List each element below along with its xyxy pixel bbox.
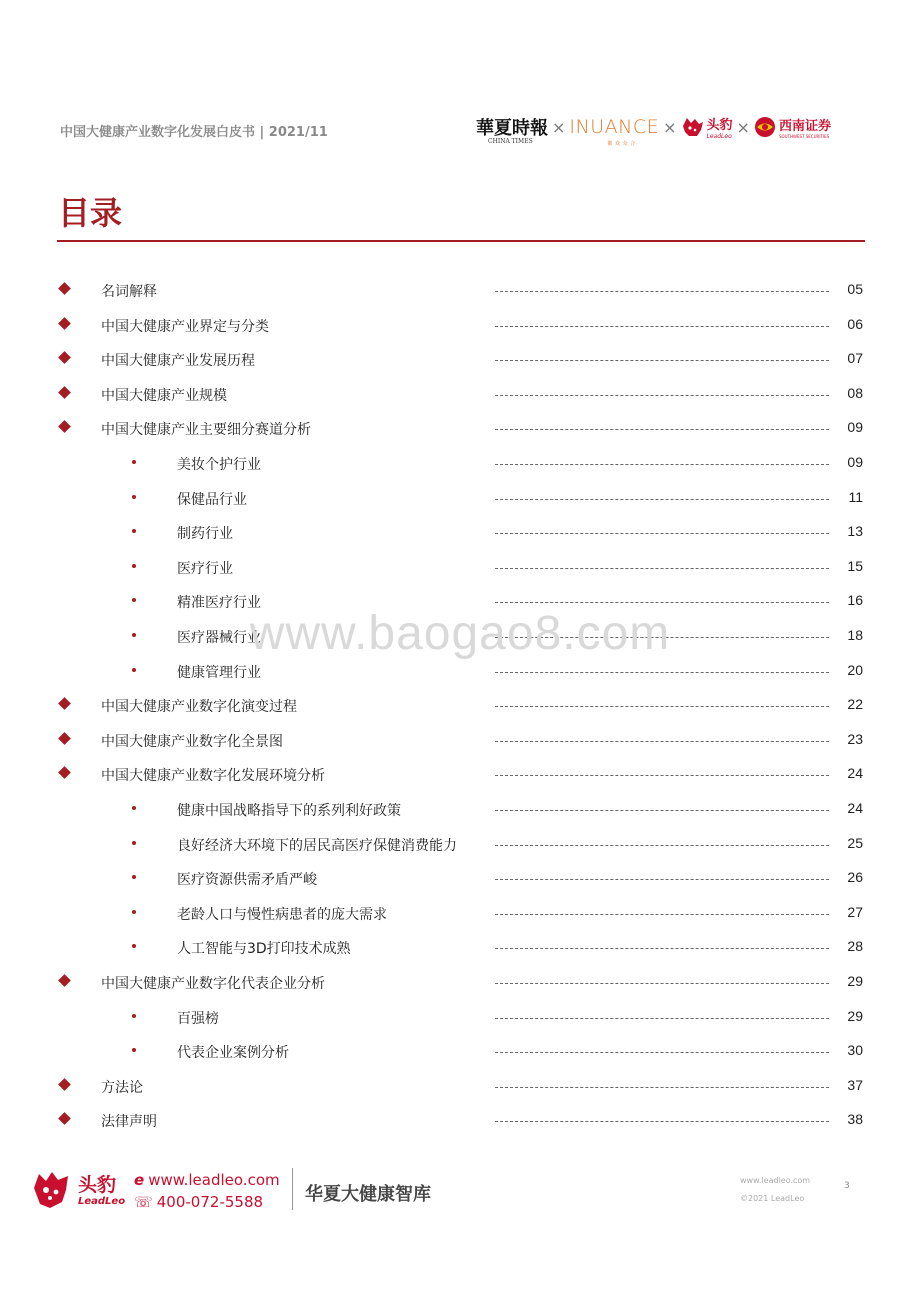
toc-dot-leader (495, 810, 829, 811)
toc-entry[interactable] (0, 273, 920, 307)
southwest-securities-logo (754, 115, 831, 139)
diamond-bullet-icon (58, 386, 71, 399)
toc-entry-page: 18 (847, 627, 863, 643)
leadleo-logo-text: 头豹 (706, 118, 733, 133)
toc-dot-leader (495, 1018, 829, 1019)
toc-entry-page: 05 (847, 281, 863, 297)
toc-entry-page: 22 (847, 696, 863, 713)
toc-entry-label: 老龄人口与慢性病患者的庞大需求 (177, 906, 387, 923)
toc-entry-page: 08 (847, 384, 863, 401)
toc-dot-leader (495, 706, 829, 707)
toc-entry-page: 23 (847, 730, 863, 747)
toc-dot-leader (495, 983, 829, 984)
toc-entry-page: 06 (847, 315, 863, 332)
dot-bullet-icon (132, 806, 136, 810)
xinan-logo-text: 西南证券 (778, 119, 831, 134)
toc-entry-page: 25 (847, 834, 863, 851)
toc-dot-leader (495, 602, 829, 603)
footer-small-url: www.leadleo.com (740, 1176, 811, 1185)
huaxia-times-logo (476, 114, 548, 145)
toc-entry[interactable] (0, 550, 920, 584)
dot-bullet-icon (132, 944, 136, 948)
toc-dot-leader (495, 1087, 829, 1088)
toc-entry-label: 医疗器械行业 (177, 630, 261, 646)
toc-dot-leader (495, 948, 829, 949)
xinan-logo-subtext: SOUTHWEST SECURITIES (778, 134, 830, 139)
toc-entry[interactable] (0, 896, 920, 930)
toc-entry-page: 27 (847, 903, 863, 920)
dot-bullet-icon (132, 1014, 136, 1018)
leopard-logo-icon (30, 1166, 76, 1212)
toc-entry[interactable] (0, 723, 920, 757)
diamond-bullet-icon (58, 351, 71, 364)
huaxia-logo-subtext: CHINA TIMES (488, 138, 533, 145)
toc-entry[interactable] (0, 481, 920, 515)
dot-bullet-icon (132, 875, 136, 879)
toc-entry-label: 医疗资源供需矛盾严峻 (177, 872, 317, 889)
toc-entry-page: 11 (848, 488, 863, 505)
footer-organization: 华夏大健康智库 (305, 1184, 431, 1205)
footer-copyright: ©2021 LeadLeo (740, 1194, 805, 1203)
toc-entry-label: 中国大健康产业数字化发展环境分析 (101, 768, 325, 785)
diamond-bullet-icon (58, 1113, 71, 1126)
diamond-bullet-icon (58, 282, 71, 295)
toc-entry-label: 美妆个护行业 (177, 457, 261, 473)
toc-entry-label: 制药行业 (177, 526, 233, 543)
diamond-bullet-icon (58, 767, 71, 780)
toc-entry-page: 29 (847, 1007, 863, 1024)
toc-entry[interactable] (0, 308, 920, 342)
toc-entry-label: 医疗行业 (177, 560, 233, 577)
toc-entry[interactable] (0, 515, 920, 549)
toc-entry-label: 方法论 (101, 1079, 143, 1096)
toc-entry[interactable] (0, 792, 920, 826)
toc-entry[interactable] (0, 688, 920, 722)
toc-entry[interactable] (0, 861, 920, 895)
toc-entry[interactable] (0, 1000, 920, 1034)
leadleo-logo (681, 114, 733, 140)
leopard-head-icon (681, 116, 705, 138)
toc-entry-page: 26 (847, 869, 863, 886)
diamond-bullet-icon (58, 697, 71, 710)
toc-entry-label: 精准医疗行业 (177, 595, 261, 612)
huaxia-logo-text: 華夏時報 (476, 118, 548, 139)
dot-bullet-icon (132, 910, 136, 914)
toc-entry-label: 健康管理行业 (177, 664, 261, 681)
toc-entry-page: 07 (847, 350, 863, 367)
toc-entry-page: 24 (847, 765, 863, 782)
toc-entry-page: 13 (847, 523, 863, 540)
toc-entry-page: 30 (847, 1042, 863, 1059)
toc-entry-label: 良好经济大环境下的居民高医疗保健消费能力 (177, 837, 457, 854)
toc-entry-label: 中国大健康产业数字化演变过程 (101, 699, 297, 716)
toc-entry-label: 中国大健康产业数字化全景图 (101, 733, 283, 750)
toc-dot-leader (495, 464, 829, 465)
toc-entry[interactable] (0, 1034, 920, 1068)
footer-brand-subtitle: LeadLeo (78, 1196, 126, 1207)
toc-entry-page: 28 (847, 938, 863, 955)
toc-dot-leader (495, 914, 829, 915)
toc-entry-page: 29 (847, 973, 863, 989)
toc-entry-page: 20 (847, 661, 863, 678)
southwest-securities-emblem-icon (754, 116, 776, 138)
phone-icon: ☏ (134, 1193, 153, 1211)
toc-entry[interactable] (0, 827, 920, 861)
toc-entry-label: 中国大健康产业发展历程 (101, 353, 255, 370)
footer-phone-number: 400-072-5588 (156, 1193, 264, 1211)
toc-dot-leader (495, 395, 829, 396)
dot-bullet-icon (132, 598, 136, 602)
toc-entry-label: 人工智能与3D打印技术成熟 (177, 941, 351, 958)
toc-entry-label: 法律声明 (101, 1114, 157, 1131)
browser-e-icon: e (134, 1171, 145, 1189)
diamond-bullet-icon (58, 732, 71, 745)
inuance-logo-subtext: 徽 众 众 合 (607, 141, 636, 147)
dot-bullet-icon (132, 841, 136, 845)
toc-entry-label: 百强榜 (177, 1010, 219, 1027)
logo-separator: × (552, 117, 566, 137)
footer-website (134, 1171, 280, 1189)
toc-entry-page: 09 (847, 454, 863, 470)
diamond-bullet-icon (58, 1078, 71, 1091)
toc-entry[interactable] (0, 1103, 920, 1137)
dot-bullet-icon (132, 668, 136, 672)
toc-entry-page: 37 (847, 1076, 863, 1093)
toc-dot-leader (495, 533, 829, 534)
dot-bullet-icon (132, 529, 136, 533)
toc-entry[interactable] (0, 1069, 920, 1103)
toc-dot-leader (495, 291, 829, 292)
logo-separator: × (736, 117, 750, 137)
toc-entry-page: 09 (847, 419, 863, 436)
inuance-logo-text: INUANCE (569, 116, 660, 138)
toc-dot-leader (495, 499, 829, 500)
dot-bullet-icon (132, 460, 136, 464)
toc-entry-label: 名词解释 (101, 284, 157, 300)
leadleo-logo-subtext: LeadLeo (706, 133, 732, 140)
diamond-bullet-icon (58, 421, 71, 434)
toc-entry[interactable] (0, 446, 920, 480)
toc-entry-label: 代表企业案例分析 (177, 1045, 289, 1062)
toc-dot-leader (495, 429, 829, 430)
toc-entry[interactable] (0, 342, 920, 376)
toc-entry-page: 16 (847, 592, 863, 609)
toc-dot-leader (495, 845, 829, 846)
toc-entry-page: 38 (847, 1111, 863, 1128)
toc-dot-leader (495, 672, 829, 673)
footer-website-link[interactable]: www.leadleo.com (148, 1171, 280, 1189)
toc-entry[interactable] (0, 377, 920, 411)
toc-entry-label: 健康中国战略指导下的系列利好政策 (177, 803, 401, 819)
footer-divider (292, 1168, 293, 1210)
toc-entry-page: 24 (847, 800, 863, 816)
toc-entry-label: 中国大健康产业界定与分类 (101, 318, 269, 335)
dot-bullet-icon (132, 1048, 136, 1052)
toc-entry[interactable] (0, 411, 920, 445)
toc-dot-leader (495, 775, 829, 776)
report-header-title: 中国大健康产业数字化发展白皮书 | 2021/11 (60, 125, 328, 140)
toc-dot-leader (495, 1121, 829, 1122)
dot-bullet-icon (132, 495, 136, 499)
toc-dot-leader (495, 326, 829, 327)
toc-entry-label: 中国大健康产业数字化代表企业分析 (101, 976, 325, 992)
inuance-logo (569, 116, 660, 147)
toc-entry[interactable] (0, 757, 920, 791)
toc-entry[interactable] (0, 965, 920, 999)
toc-dot-leader (495, 1052, 829, 1053)
toc-entry-label: 保健品行业 (177, 491, 247, 508)
toc-dot-leader (495, 360, 829, 361)
page-number: 3 (844, 1181, 850, 1191)
footer-phone (134, 1193, 263, 1211)
toc-entry-label: 中国大健康产业主要细分赛道分析 (101, 422, 311, 439)
toc-entry[interactable] (0, 930, 920, 964)
toc-entry-page: 15 (847, 557, 863, 574)
dot-bullet-icon (132, 564, 136, 568)
footer-brand-name: 头豹 (78, 1174, 117, 1196)
partner-logos (476, 112, 868, 147)
diamond-bullet-icon (58, 974, 71, 987)
toc-entry-label: 中国大健康产业规模 (101, 387, 227, 404)
diamond-bullet-icon (58, 317, 71, 330)
title-divider (57, 240, 865, 242)
toc-dot-leader (495, 568, 829, 569)
toc-dot-leader (495, 879, 829, 880)
page-title: 目录 (58, 194, 123, 232)
toc-dot-leader (495, 741, 829, 742)
logo-separator: × (663, 117, 677, 137)
watermark: www.baogao8.com (249, 607, 671, 660)
